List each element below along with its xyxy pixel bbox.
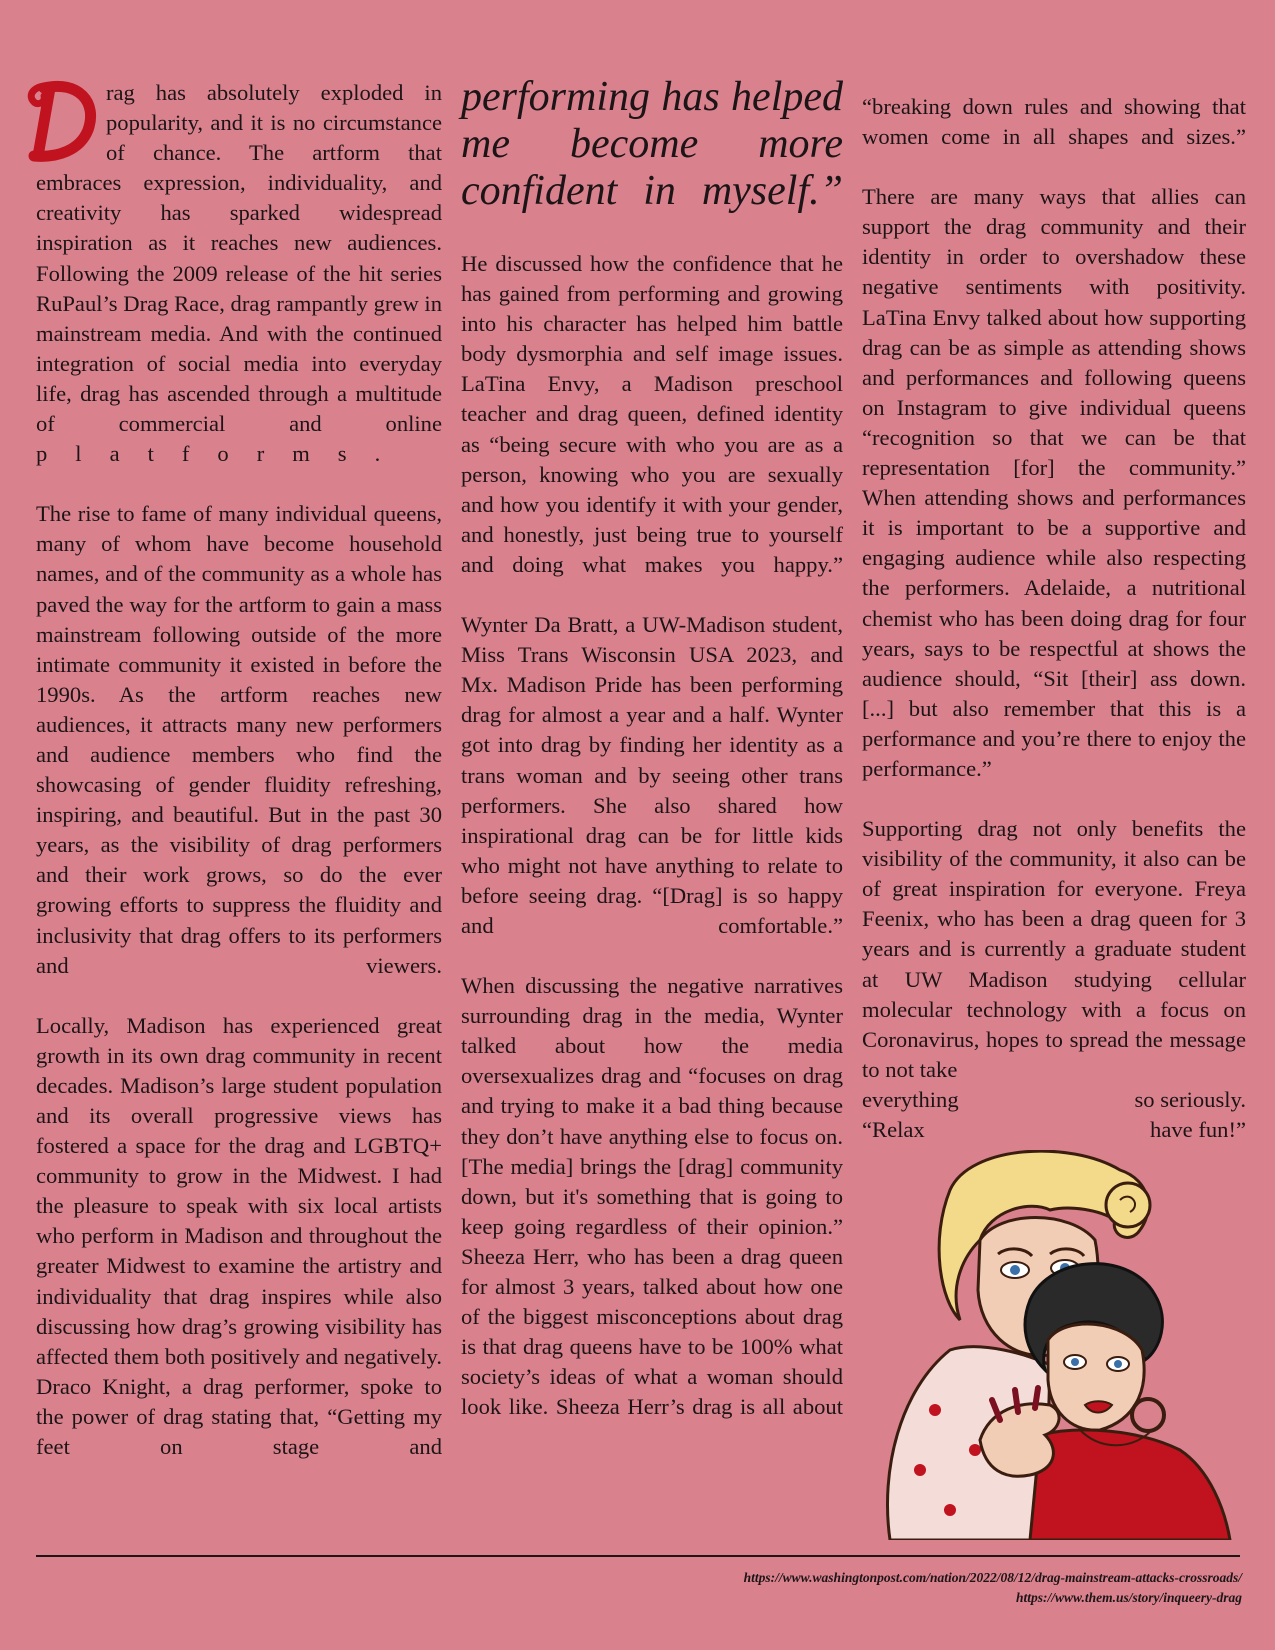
sources [744, 1568, 1242, 1608]
article-paragraph: The rise to fame of many individual queens, many of whom have become household names, and of the community as a whole has paved the way for the artform to gain a mass mainstream following outside of the more intimate community it existed in before the 1990s. As the artform reaches new audiences, it attracts many new performers and audience members who find the showcasing of gender fluidity refreshing, inspiring, and beautiful. But in the past 30 years, as the visibility of drag performers and their work grows, so do the ever growing efforts to suppress the fluidity and inclusivity that drag offers to its performers and viewers. [36, 501, 442, 978]
pull-quote: performing has helped me become more confident in myself.” [461, 74, 843, 214]
article-paragraph: When discussing the negative narratives surrounding drag in the media, Wynter talked about how the media oversexualizes drag and “focuses on drag and trying to make it a bad thing because they don’t have anything else to focus on. [The media] brings the [drag] community down, but it's something that is going to keep going regardless of their opinion.” Sheeza Herr, who has been a drag queen for almost 3 years, talked about how one of the biggest misconceptions about drag is that drag queens have to be 100% what society’s ideas of what a woman should look like. Sheeza Herr’s drag is all about [461, 973, 843, 1420]
article-column-3 [862, 92, 1246, 1145]
wrap-text-right: have fun!” [1150, 1117, 1246, 1142]
wrap-text-left: everything [862, 1086, 959, 1112]
drop-cap [30, 78, 100, 158]
article-paragraph: He discussed how the confidence that he has gained from performing and growing into his character has helped him battle body dysmorphia and self image issues. LaTina Envy, a Madison preschool teacher and drag queen, defined identity as “being secure with who you are as a person, knowing who you are sexually and how you identify it with your gender, and honestly, just being true to yourself and doing what makes you happy.” [461, 251, 843, 577]
paragraph-end: platforms. [36, 441, 409, 467]
wrapped-line-2 [862, 1115, 1246, 1145]
source-link[interactable]: https://www.washingtonpost.com/nation/2022/08/12/drag-mainstream-attacks-crossroads/ [743, 1570, 1242, 1585]
source-link[interactable]: https://www.them.us/story/inqueery-drag [1015, 1590, 1242, 1605]
drop-cap-letter [22, 72, 102, 162]
article-paragraph: There are many ways that allies can support the drag community and their identity in order to overshadow these negative sentiments with positivity. LaTina Envy talked about how supporting drag can be as simple as attending shows and performances and following queens on Instagram to give individual queens “recognition so that we can be that representation [for] the community.” When attending shows and performances it is important to be a supportive and engaging audience while also respecting the performers. Adelaide, a nutritional chemist who has been doing drag for four years, says to be respectful at shows the audience should, “Sit [their] ass down. [...] but also remember that this is a performance and you’re there to enjoy the performance.” [862, 184, 1246, 781]
article-column-2 [461, 74, 843, 1452]
wrapped-line-1 [862, 1085, 1246, 1115]
footer-rule [36, 1555, 1240, 1557]
wrap-text-left: “Relax [862, 1117, 925, 1142]
article-paragraph: Wynter Da Bratt, a UW-Madison student, Miss Trans Wisconsin USA 2023, and Mx. Madison Pride has been performing drag for almost a year and a half. Wynter got into drag by finding her identity as a trans woman and by seeing other trans performers. She also shared how inspirational drag can be for little kids who might not have anything to relate to before seeing drag. “[Drag] is so happy and comfortable.” [461, 612, 843, 938]
paragraph-text: rag has absolutely exploded in popularity, and it is no circumstance of chance. The artform that embraces expression, individuality, and creativity has sparked widespread inspiration as it reaches new audiences. Following the 2009 release of the hit series RuPaul’s Drag Race, drag rampantly grew in mainstream media. And with the continued integration of social media into everyday life, drag has ascended through a multitude of commercial and online [36, 80, 442, 437]
article-paragraph [862, 814, 1246, 1085]
article-paragraph [36, 78, 442, 469]
drag-queens-illustration [880, 1150, 1242, 1540]
paragraph-text: Supporting drag not only benefits the visibility of the community, it also can be of great inspiration for everyone. Freya Feenix, who has been a drag queen for 3 years and is currently a graduate student at UW Madison studying cellular molecular technology with a focus on Coronavirus, hopes to spread the message to not take [862, 816, 1246, 1082]
article-column-1 [36, 78, 442, 1492]
wrap-text-right: so seriously. [1134, 1086, 1246, 1112]
article-paragraph: Locally, Madison has experienced great growth in its own drag community in recent decades. Madison’s large student population and its overall progressive views has fostered a space for the drag and LGBTQ+ community to grow in the Midwest. I had the pleasure to speak with six local artists who perform in Madison and throughout the greater Midwest to examine the artistry and individuality that drag inspires while also discussing how drag’s growing visibility has affected them both positively and negatively. Draco Knight, a drag performer, spoke to the power of drag stating that, “Getting my feet on stage and [36, 1012, 442, 1460]
article-paragraph: “breaking down rules and showing that women come in all shapes and sizes.” [862, 94, 1246, 150]
